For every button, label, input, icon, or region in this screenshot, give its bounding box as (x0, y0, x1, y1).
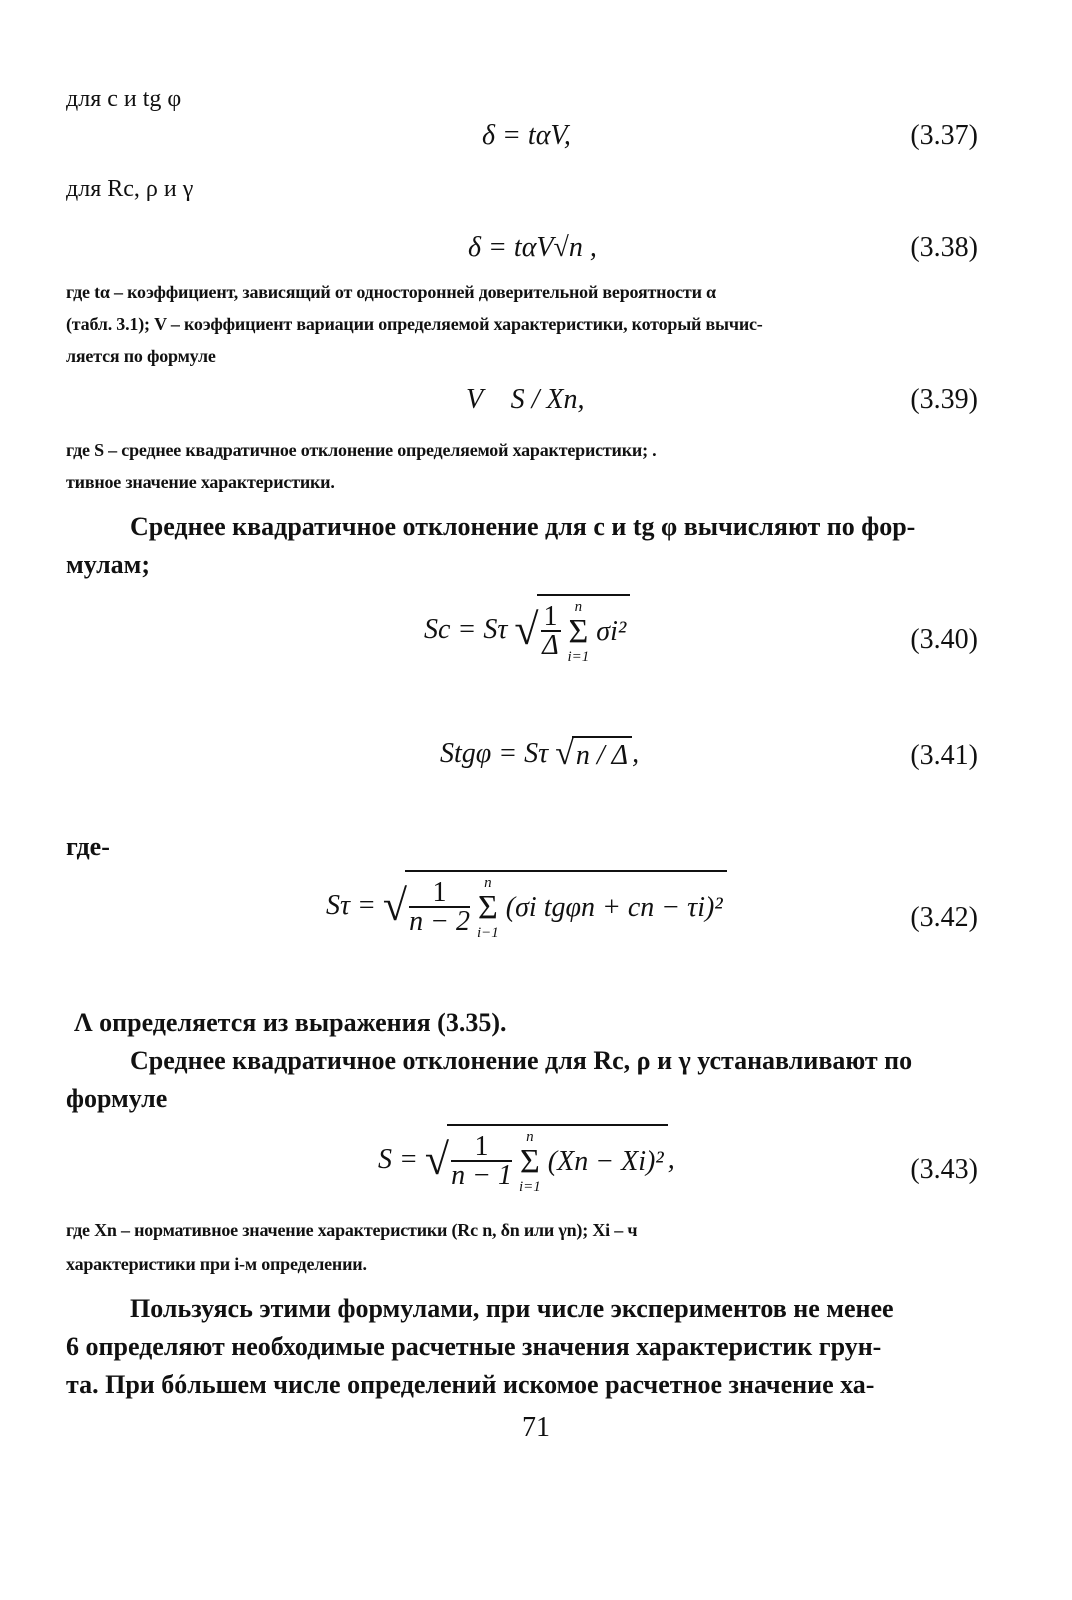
equation-number-3-41: (3.41) (910, 740, 978, 771)
radical-sign: √ (382, 881, 408, 930)
radical-sign: √ (555, 735, 574, 772)
eq340-numerator: 1 (541, 604, 561, 632)
eq343-lhs: S = (378, 1144, 418, 1175)
eq342-fraction (409, 877, 470, 937)
definition-x-line-2: характеристики при i-м определении. (66, 1254, 367, 1274)
equation-number-3-38: (3.38) (910, 232, 978, 263)
final-paragraph-line-1: Пользуясь этими формулами, при числе экспериментов не менее (130, 1294, 894, 1323)
final-paragraph-line-2: 6 определяют необходимые расчетные значения характеристик грун- (66, 1332, 882, 1361)
eq342-sum-top: n (484, 875, 492, 891)
eq340-lhs: Sc = Sτ (424, 614, 508, 645)
paragraph-mean-c-line-2: мулам; (66, 550, 151, 579)
eq341-lhs: Stgφ = Sτ (440, 738, 549, 769)
eq343-sum-bottom: i=1 (518, 1179, 541, 1195)
radical-sign: √ (424, 1135, 450, 1184)
eq342-lhs: Sτ = (326, 890, 376, 921)
page-number: 71 (522, 1412, 550, 1443)
eq340-term: σi² (596, 616, 627, 647)
eq340-denominator: Δ (542, 630, 559, 661)
definition-t-line-2: (табл. 3.1); V – коэффициент вариации определяемой характеристики, который вычис- (66, 314, 763, 334)
label-c-tg: для c и tg φ (66, 86, 182, 112)
equation-3-39: V S / Xn, (466, 384, 585, 415)
eq343-fraction (451, 1131, 512, 1191)
radical-sign: √ (514, 605, 539, 654)
final-paragraph-line-3: та. При бóльшем числе определений искомое расчетное значение ха- (66, 1370, 875, 1399)
paragraph-mean-r-line-1: Среднее квадратичное отклонение для Rc, ρ и γ устанавливают по (130, 1046, 913, 1075)
eq343-sum: n Σ i=1 (518, 1129, 541, 1195)
definition-s-line-2: тивное значение характеристики. (66, 472, 335, 492)
eq340-fraction (541, 601, 561, 661)
paragraph-delta: Λ определяется из выражения (3.35). (74, 1008, 507, 1037)
definition-t-line-1: где tα – коэффициент, зависящий от односторонней доверительной вероятности α (66, 282, 716, 302)
eq342-radicand (405, 870, 727, 942)
eq340-sum: n Σ i=1 (567, 599, 590, 665)
where-label: где- (66, 832, 110, 861)
equation-number-3-37: (3.37) (910, 120, 978, 151)
eq343-radicand (447, 1124, 668, 1196)
equation-3-38: δ = tαV√n , (468, 232, 597, 263)
definition-t-line-3: ляется по формуле (66, 346, 216, 366)
equation-3-43 (378, 1124, 675, 1196)
eq343-term: (Xn − Xi)² (547, 1146, 664, 1177)
eq340-sum-bottom: i=1 (567, 649, 590, 665)
eq343-denominator: n − 1 (451, 1160, 512, 1191)
eq342-numerator: 1 (409, 880, 470, 908)
equation-3-41 (440, 734, 639, 774)
equation-number-3-40: (3.40) (910, 624, 978, 655)
eq342-sum-bottom: i−1 (476, 925, 499, 941)
eq340-sum-top: n (574, 599, 583, 615)
equation-number-3-43: (3.43) (910, 1154, 978, 1185)
eq343-sum-top: n (526, 1129, 534, 1145)
paragraph-mean-c-line-1: Среднее квадратичное отклонение для c и tg φ вычисляют по фор- (130, 512, 916, 541)
eq342-sum: n Σ i−1 (476, 875, 499, 941)
equation-3-42 (326, 870, 727, 942)
eq341-tail: , (632, 738, 640, 769)
eq342-denominator: n − 2 (409, 906, 470, 937)
definition-s-line-1: где S – среднее квадратичное отклонение определяемой характеристики; . (66, 440, 657, 460)
definition-x-line-1: где Xn – нормативное значение характеристики (Rc n, δn или γn); Xi – ч (66, 1220, 638, 1240)
eq340-radicand (537, 594, 631, 666)
eq341-radicand: n / Δ (572, 736, 632, 772)
eq342-term: (σi tgφn + cn − τi)² (505, 892, 723, 923)
eq343-numerator: 1 (451, 1134, 512, 1162)
eq343-tail: , (667, 1144, 675, 1175)
equation-3-40 (424, 594, 630, 666)
equation-3-37: δ = tαV, (482, 120, 571, 151)
paragraph-mean-r-line-2: формуле (66, 1084, 168, 1113)
label-rc: для Rc, ρ и γ (66, 176, 194, 202)
equation-number-3-39: (3.39) (910, 384, 978, 415)
equation-number-3-42: (3.42) (910, 902, 978, 933)
